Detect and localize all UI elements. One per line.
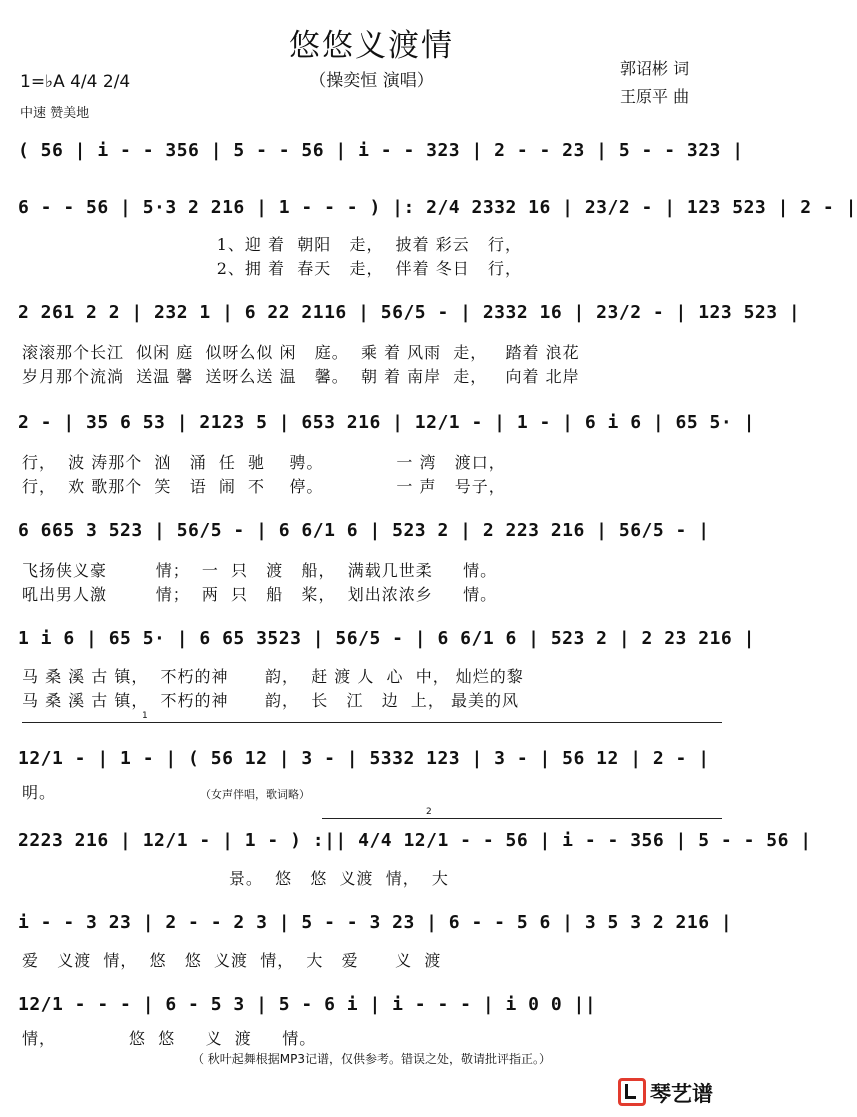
lyric-line: 明。	[22, 783, 57, 802]
music-line: 2 - | 35 6 53 | 2123 5 | 653 216 | 12/1 - | 1 - | 6 i 6 | 65 5· |	[18, 412, 755, 433]
music-line: 2 261 2 2 | 232 1 | 6 22 2116 | 56/5 - | 2332 16 | 23/2 - | 123 523 |	[18, 302, 801, 323]
lyric-line: 情， 悠 悠 义 渡 情。	[22, 1029, 317, 1048]
tempo-marking: 中速 赞美地	[20, 106, 90, 121]
lyric-line: 行， 欢 歌那个 笑 语 闹 不 停。 一 声 号子，	[22, 477, 506, 496]
volta-number: 2	[426, 807, 432, 817]
lyric-line: 飞扬侠义豪 情； 一 只 渡 船， 满载几世柔 情。	[22, 561, 498, 580]
accompaniment-note: （女声伴唱，歌词略）	[200, 788, 310, 801]
music-line: 2223 216 | 12/1 - | 1 - ) :|| 4/4 12/1 - - 56 | i - - 356 | 5 - - 56 |	[18, 830, 812, 851]
music-line: 12/1 - - - | 6 - 5 3 | 5 - 6 i | i - - - | i 0 0 ||	[18, 994, 597, 1015]
brand-icon	[618, 1078, 646, 1106]
brand-name: 琴艺谱	[650, 1082, 713, 1106]
volta-bracket-1	[22, 711, 722, 731]
volta-bracket-2	[322, 807, 722, 827]
lyric-line: 景。 悠 悠 义渡 情， 大	[22, 869, 449, 888]
lyric-line: 行， 波 涛那个 汹 涌 任 驰 骋。 一 湾 渡口，	[22, 453, 506, 472]
music-line: 6 665 3 523 | 56/5 - | 6 6/1 6 | 523 2 | 2 223 216 | 56/5 - |	[18, 520, 710, 541]
lyric-line: 滚滚那个长江 似闲 庭 似呀么似 闲 庭。 乘 着 风雨 走， 踏着 浪花	[22, 343, 580, 362]
lyric-line: 马 桑 溪 古 镇， 不朽的神 韵， 长 江 边 上， 最美的风	[22, 691, 519, 710]
music-line: i - - 3 23 | 2 - - 2 3 | 5 - - 3 23 | 6 - - 5 6 | 3 5 3 2 216 |	[18, 912, 733, 933]
lyric-line: 1、迎 着 朝阳 走， 披着 彩云 行，	[22, 235, 522, 254]
composer-credit: 王原平 曲	[620, 87, 690, 106]
key-signature: 1=♭A 4/4 2/4	[20, 72, 131, 92]
lyric-line: 岁月那个流淌 送温 馨 送呀么送 温 馨。 朝 着 南岸 走， 向着 北岸	[22, 367, 580, 386]
music-line: 12/1 - | 1 - | ( 56 12 | 3 - | 5332 123 | 3 - | 56 12 | 2 - |	[18, 748, 710, 769]
lyric-line: 2、拥 着 春天 走， 伴着 冬日 行，	[22, 259, 522, 278]
lyric-line: 马 桑 溪 古 镇， 不朽的神 韵， 赶 渡 人 心 中， 灿烂的黎	[22, 667, 524, 686]
page-subtitle: （操奕恒 演唱）	[309, 71, 434, 91]
lyric-line: 爱 义渡 情， 悠 悠 义渡 情， 大 爱 义 渡	[22, 951, 442, 970]
music-line: 1 i 6 | 65 5· | 6 65 3523 | 56/5 - | 6 6/1 6 | 523 2 | 2 23 216 |	[18, 628, 755, 649]
music-line: 6 - - 56 | 5·3 2 216 | 1 - - - ) |: 2/4 2332 16 | 23/2 - | 123 523 | 2 - |	[18, 197, 857, 218]
footer-note: （ 秋叶起舞根据MP3记谱，仅供参考。错误之处，敬请批评指正。）	[191, 1052, 552, 1066]
music-line: ( 56 | i - - 356 | 5 - - 56 | i - - 323 | 2 - - 23 | 5 - - 323 |	[18, 140, 744, 161]
page-title: 悠悠义渡情	[289, 28, 454, 64]
brand-logo	[618, 1078, 713, 1108]
lyricist-credit: 郭诏彬 词	[620, 59, 690, 78]
volta-number: 1	[142, 711, 148, 721]
lyric-line: 吼出男人激 情； 两 只 船 桨， 划出浓浓乡 情。	[22, 585, 498, 604]
